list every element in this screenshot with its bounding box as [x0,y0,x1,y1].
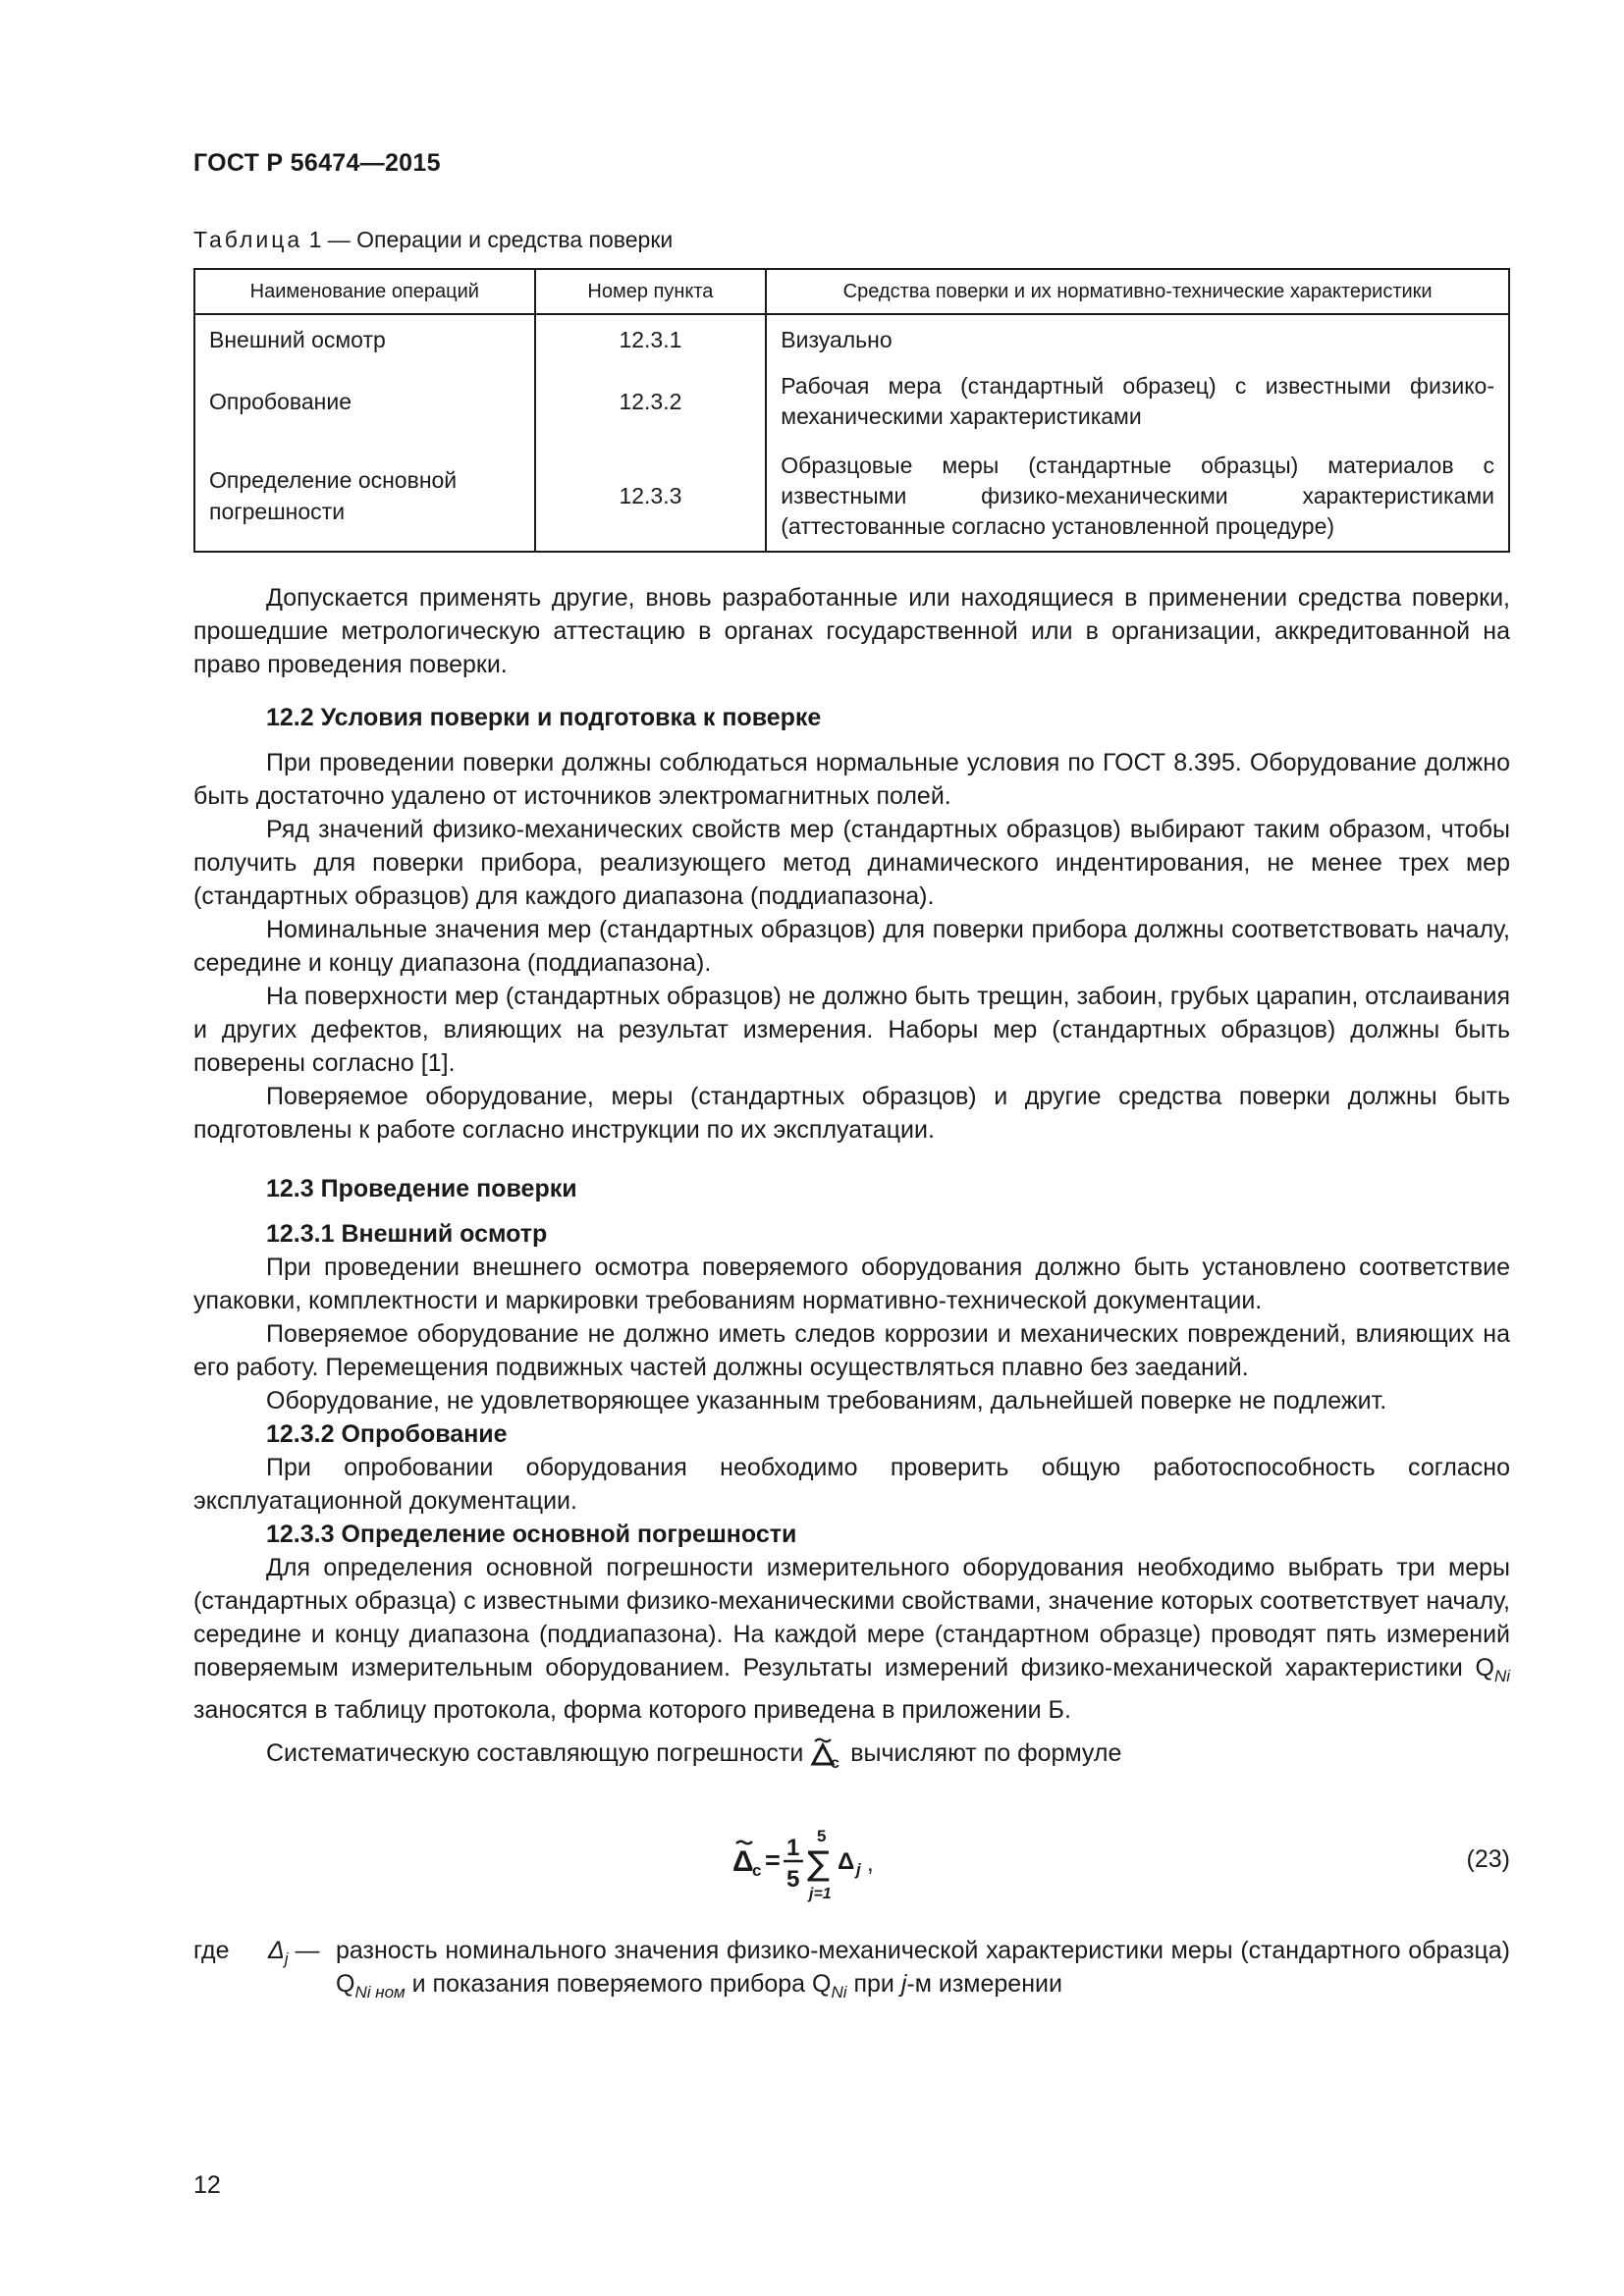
table-header-row [194,269,1509,314]
sum-lower-limit: j=1 [809,1886,832,1902]
paragraph: При проведении поверки должны соблюдаться нормальные условия по ГОСТ 8.395. Оборудование должно быть достаточно удалено от источников электромагнитных полей. [193,749,1510,810]
paragraph: При проведении внешнего осмотра поверяемого оборудования должно быть установлено соответствие упаковки, комплектности и маркировки требованиям нормативно-технической документации. [193,1254,1510,1314]
equation-number: (23) [1466,1845,1510,1873]
paragraph: Номинальные значения мер (стандартных образцов) для поверки прибора должны соответствовать началу, середине и концу диапазона (поддиапазона). [193,916,1510,977]
table-cell-operation: Определение основной погрешности [194,441,535,552]
paragraph: На поверхности мер (стандартных образцов) не должно быть трещин, забоин, грубых царапин, отслаивания и других дефектов, влияющих на результат измерения. Наборы мер (стандартных образцов) должны быть поверены согласно [1]. [193,983,1511,1077]
formula-term-sub: j [856,1860,861,1879]
table-row [194,441,1509,552]
page-number: 12 [193,2171,221,2199]
paragraph [193,1551,1510,1727]
subsection-heading: 12.3.2 Опробование [266,1420,508,1448]
paragraph-text: вычисляют по формуле [843,1739,1122,1767]
table-header-cell: Наименование операций [194,269,535,314]
paragraph: Ряд значений физико-механических свойств мер (стандартных образцов) выбирают таким образом, чтобы получить для поверки прибора, реализующего метод динамического индентирования, не менее трех мер (стандартных образцов) для каждого диапазона (поддиапазона). [193,816,1510,910]
where-definition [336,1934,1510,2009]
operations-table [193,268,1510,553]
where-clause [193,1934,1510,2009]
svg-text:c: c [831,1755,840,1770]
table-cell-number: 12.3.1 [535,314,767,362]
where-symbol-main: Δ [268,1937,285,1964]
where-symbol-sub: j [284,1949,289,1968]
where-dash: — [295,1937,320,1964]
definition-text: разность номинального значения физико-механической характеристики меры (стандартного образца) Q [336,1937,1510,1998]
document-header: ГОСТ Р 56474—2015 [193,149,441,177]
formula-23 [732,1824,929,1912]
subsection-heading: 12.3.1 Внешний осмотр [266,1220,548,1248]
table-header-cell: Средства поверки и их нормативно-технические характеристики [766,269,1509,314]
paragraph: Поверяемое оборудование не должно иметь следов коррозии и механических повреждений, влияющих на его работу. Перемещения подвижных частей должны осуществляться плавно без заеданий. [193,1320,1510,1381]
formula-term: Δ [838,1848,855,1875]
where-label: где [193,1937,230,1964]
definition-text: при [846,1970,901,1998]
table-cell-means: Образцовые меры (стандартные образцы) материалов с известными физико-механическими характеристиками (аттестованные согласно установленной процедуре) [766,441,1509,552]
paragraph: Оборудование, не удовлетворяющее указанным требованиям, дальнейшей поверке не подлежит. [266,1387,1387,1415]
subscript: Ni ном [354,1983,406,2002]
paragraph: Поверяемое оборудование, меры (стандартных образцов) и другие средства поверки должны быть подготовлены к работе согласно инструкции по их эксплуатации. [193,1083,1510,1144]
formula-lhs: Δ [732,1845,754,1878]
paragraph [193,1735,1510,1770]
formula-comma: , [867,1850,874,1877]
sum-upper-limit: 5 [817,1827,827,1845]
paragraph-text: Систематическую составляющую погрешности [266,1739,811,1767]
definition-text: -м измерении [906,1970,1062,1998]
table-row [194,362,1509,441]
formula-lhs-sub: c [752,1861,762,1880]
table-header-cell: Номер пункта [535,269,767,314]
table-cell-number: 12.3.3 [535,441,767,552]
table-cell-means: Визуально [766,314,1509,362]
paragraph: При опробовании оборудования необходимо проверить общую работоспособность согласно эксплуатационной документации. [193,1454,1510,1515]
table-cell-operation: Опробование [194,362,535,441]
table-caption-label: Таблица [193,227,303,252]
paragraph-text: заносятся в таблицу протокола, форма которого приведена в приложении Б. [193,1696,1071,1724]
where-symbol [268,1934,320,1976]
section-heading: 12.3 Проведение поверки [266,1175,577,1202]
paragraph-text: Для определения основной погрешности измерительного оборудования необходимо выбрать три меры (стандартных образца) с известными физико-механическими свойствами, значение которых соответствует началу, середине и концу диапазона (поддиапазона). На каждой мере (стандартном образце) проводят пять измерений поверяемым измерительным оборудованием. Результаты измерений физико-механической характеристики Q [193,1554,1510,1682]
table-cell-operation: Внешний осмотр [194,314,535,362]
sum-sign: ∑ [807,1844,830,1884]
paragraph: Допускается применять другие, вновь разработанные или находящиеся в применении средства поверки, прошедшие метрологическую аттестацию в органах государственной или в организации, аккредитованной на право проведения поверки. [193,584,1510,678]
formula-numerator: 1 [786,1835,800,1861]
subscript: Ni [1493,1667,1510,1685]
table-cell-number: 12.3.2 [535,362,767,441]
table-row [194,314,1509,362]
definition-text: и показания поверяемого прибора Q [405,1970,832,1998]
delta-c-tilde-symbol [810,1735,843,1770]
table-cell-means: Рабочая мера (стандартный образец) с известными физико-механическими характеристиками [766,362,1509,441]
section-12-2 [193,701,1510,1147]
formula-equals: = [765,1845,781,1875]
subsection-heading: 12.3.3 Определение основной погрешности [266,1521,797,1548]
formula-denominator: 5 [786,1866,800,1893]
italic-j: j [900,1970,907,1998]
section-12-3 [193,1172,1510,1770]
subscript: Ni [831,1983,847,2002]
paragraph-after-table-block [193,581,1510,681]
section-heading: 12.2 Условия поверки и подготовка к поверке [266,704,822,731]
table-caption [193,227,673,253]
table-caption-title: 1 — Операции и средства поверки [302,227,674,252]
